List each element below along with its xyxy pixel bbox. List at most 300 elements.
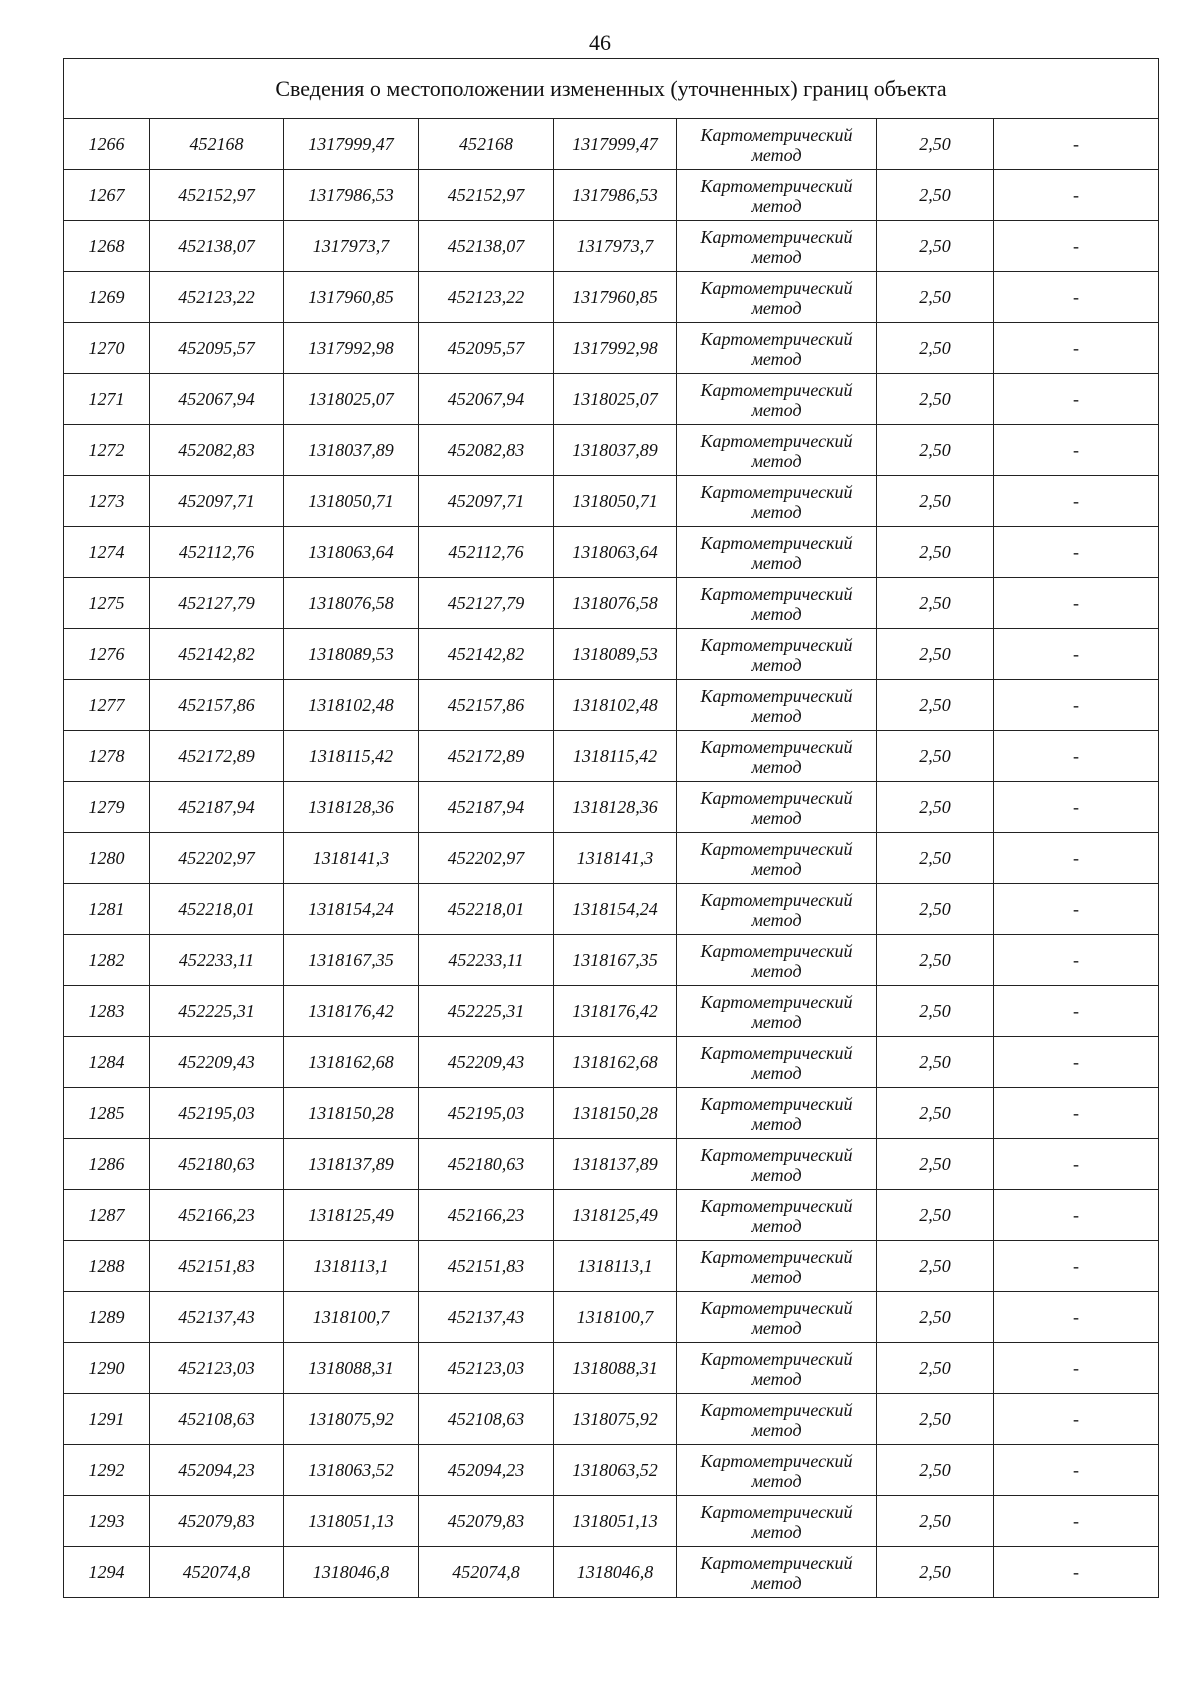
- table-row: [64, 1088, 1159, 1139]
- point-number-cell: 1290: [64, 1343, 150, 1394]
- method-cell: [677, 476, 877, 527]
- y-new-cell: 1317992,98: [554, 323, 677, 374]
- accuracy-cell: 2,50: [877, 476, 994, 527]
- y-new-cell: 1318025,07: [554, 374, 677, 425]
- accuracy-cell: 2,50: [877, 782, 994, 833]
- method-line-1: Картометрический: [700, 1399, 853, 1420]
- point-number-cell: 1283: [64, 986, 150, 1037]
- accuracy-cell: 2,50: [877, 986, 994, 1037]
- accuracy-cell: 2,50: [877, 578, 994, 629]
- y-existing-cell: 1317999,47: [284, 119, 419, 170]
- point-number-cell: 1282: [64, 935, 150, 986]
- y-new-cell: 1318150,28: [554, 1088, 677, 1139]
- y-new-cell: 1317999,47: [554, 119, 677, 170]
- point-number-cell: 1267: [64, 170, 150, 221]
- table-row: [64, 935, 1159, 986]
- x-existing-cell: 452127,79: [150, 578, 284, 629]
- x-new-cell: 452097,71: [419, 476, 554, 527]
- y-new-cell: 1318176,42: [554, 986, 677, 1037]
- accuracy-cell: 2,50: [877, 1445, 994, 1496]
- accuracy-cell: 2,50: [877, 1190, 994, 1241]
- x-existing-cell: 452168: [150, 119, 284, 170]
- method-line-1: Картометрический: [700, 1195, 853, 1216]
- method-line-1: Картометрический: [700, 787, 853, 808]
- accuracy-cell: 2,50: [877, 1496, 994, 1547]
- x-existing-cell: 452202,97: [150, 833, 284, 884]
- point-number-cell: 1289: [64, 1292, 150, 1343]
- x-new-cell: 452168: [419, 119, 554, 170]
- method-line-1: Картометрический: [700, 1297, 853, 1318]
- method-cell: [677, 527, 877, 578]
- x-existing-cell: 452108,63: [150, 1394, 284, 1445]
- accuracy-cell: 2,50: [877, 221, 994, 272]
- method-cell: [677, 986, 877, 1037]
- table-body: [64, 59, 1159, 1598]
- table-row: [64, 782, 1159, 833]
- y-existing-cell: 1318167,35: [284, 935, 419, 986]
- accuracy-cell: 2,50: [877, 629, 994, 680]
- x-existing-cell: 452157,86: [150, 680, 284, 731]
- description-cell: -: [994, 221, 1159, 272]
- point-number-cell: 1284: [64, 1037, 150, 1088]
- point-number-cell: 1278: [64, 731, 150, 782]
- y-existing-cell: 1318063,64: [284, 527, 419, 578]
- accuracy-cell: 2,50: [877, 731, 994, 782]
- y-new-cell: 1317960,85: [554, 272, 677, 323]
- x-existing-cell: 452225,31: [150, 986, 284, 1037]
- method-line-2: метод: [751, 858, 802, 879]
- x-new-cell: 452195,03: [419, 1088, 554, 1139]
- point-number-cell: 1286: [64, 1139, 150, 1190]
- method-cell: [677, 833, 877, 884]
- y-existing-cell: 1318141,3: [284, 833, 419, 884]
- x-existing-cell: 452172,89: [150, 731, 284, 782]
- table-row: [64, 884, 1159, 935]
- description-cell: -: [994, 1292, 1159, 1343]
- point-number-cell: 1294: [64, 1547, 150, 1598]
- method-cell: [677, 782, 877, 833]
- method-cell: [677, 119, 877, 170]
- y-new-cell: 1318162,68: [554, 1037, 677, 1088]
- y-existing-cell: 1318100,7: [284, 1292, 419, 1343]
- y-existing-cell: 1318037,89: [284, 425, 419, 476]
- x-existing-cell: 452079,83: [150, 1496, 284, 1547]
- y-existing-cell: 1317986,53: [284, 170, 419, 221]
- y-new-cell: 1318128,36: [554, 782, 677, 833]
- y-new-cell: 1317973,7: [554, 221, 677, 272]
- y-new-cell: 1318113,1: [554, 1241, 677, 1292]
- method-cell: [677, 1292, 877, 1343]
- point-number-cell: 1287: [64, 1190, 150, 1241]
- x-new-cell: 452112,76: [419, 527, 554, 578]
- x-new-cell: 452151,83: [419, 1241, 554, 1292]
- table-row: [64, 1547, 1159, 1598]
- method-line-2: метод: [751, 960, 802, 981]
- description-cell: -: [994, 1547, 1159, 1598]
- method-line-2: метод: [751, 807, 802, 828]
- method-line-2: метод: [751, 450, 802, 471]
- description-cell: -: [994, 272, 1159, 323]
- method-cell: [677, 1037, 877, 1088]
- method-line-2: метод: [751, 1113, 802, 1134]
- y-existing-cell: 1318088,31: [284, 1343, 419, 1394]
- description-cell: -: [994, 1496, 1159, 1547]
- x-existing-cell: 452097,71: [150, 476, 284, 527]
- method-cell: [677, 1088, 877, 1139]
- x-existing-cell: 452218,01: [150, 884, 284, 935]
- table-row: [64, 323, 1159, 374]
- y-new-cell: 1318125,49: [554, 1190, 677, 1241]
- description-cell: -: [994, 935, 1159, 986]
- method-line-2: метод: [751, 1317, 802, 1338]
- x-existing-cell: 452095,57: [150, 323, 284, 374]
- x-new-cell: 452187,94: [419, 782, 554, 833]
- accuracy-cell: 2,50: [877, 170, 994, 221]
- point-number-cell: 1268: [64, 221, 150, 272]
- table-row: [64, 1445, 1159, 1496]
- method-line-2: метод: [751, 297, 802, 318]
- method-line-2: метод: [751, 1521, 802, 1542]
- description-cell: -: [994, 680, 1159, 731]
- description-cell: -: [994, 731, 1159, 782]
- method-cell: [677, 884, 877, 935]
- accuracy-cell: 2,50: [877, 119, 994, 170]
- method-line-2: метод: [751, 1266, 802, 1287]
- accuracy-cell: 2,50: [877, 272, 994, 323]
- point-number-cell: 1270: [64, 323, 150, 374]
- table-row: [64, 1139, 1159, 1190]
- method-cell: [677, 1139, 877, 1190]
- accuracy-cell: 2,50: [877, 1394, 994, 1445]
- y-new-cell: 1318076,58: [554, 578, 677, 629]
- table-row: [64, 680, 1159, 731]
- method-line-1: Картометрический: [700, 481, 853, 502]
- point-number-cell: 1292: [64, 1445, 150, 1496]
- x-new-cell: 452218,01: [419, 884, 554, 935]
- method-cell: [677, 578, 877, 629]
- method-line-1: Картометрический: [700, 991, 853, 1012]
- x-existing-cell: 452187,94: [150, 782, 284, 833]
- method-line-2: метод: [751, 195, 802, 216]
- method-line-2: метод: [751, 246, 802, 267]
- x-new-cell: 452157,86: [419, 680, 554, 731]
- page-number: 46: [589, 30, 611, 55]
- y-new-cell: 1318075,92: [554, 1394, 677, 1445]
- point-number-cell: 1266: [64, 119, 150, 170]
- method-line-1: Картометрический: [700, 430, 853, 451]
- point-number-cell: 1273: [64, 476, 150, 527]
- point-number-cell: 1269: [64, 272, 150, 323]
- method-line-1: Картометрический: [700, 1348, 853, 1369]
- description-cell: -: [994, 884, 1159, 935]
- table-row: [64, 374, 1159, 425]
- method-line-1: Картометрический: [700, 1042, 853, 1063]
- method-line-2: метод: [751, 399, 802, 420]
- method-line-2: метод: [751, 654, 802, 675]
- method-cell: [677, 221, 877, 272]
- x-new-cell: 452127,79: [419, 578, 554, 629]
- point-number-cell: 1285: [64, 1088, 150, 1139]
- y-existing-cell: 1318137,89: [284, 1139, 419, 1190]
- y-new-cell: 1317986,53: [554, 170, 677, 221]
- table-row: [64, 731, 1159, 782]
- y-existing-cell: 1318025,07: [284, 374, 419, 425]
- description-cell: -: [994, 1394, 1159, 1445]
- method-cell: [677, 731, 877, 782]
- y-existing-cell: 1318113,1: [284, 1241, 419, 1292]
- method-line-1: Картометрический: [700, 226, 853, 247]
- method-line-1: Картометрический: [700, 1501, 853, 1522]
- method-line-1: Картометрический: [700, 328, 853, 349]
- description-cell: -: [994, 1343, 1159, 1394]
- method-line-2: метод: [751, 603, 802, 624]
- y-existing-cell: 1318115,42: [284, 731, 419, 782]
- method-line-1: Картометрический: [700, 1450, 853, 1471]
- y-existing-cell: 1318046,8: [284, 1547, 419, 1598]
- table-row: [64, 527, 1159, 578]
- description-cell: -: [994, 578, 1159, 629]
- x-new-cell: 452123,03: [419, 1343, 554, 1394]
- x-new-cell: 452123,22: [419, 272, 554, 323]
- description-cell: -: [994, 1139, 1159, 1190]
- description-cell: -: [994, 425, 1159, 476]
- point-number-cell: 1275: [64, 578, 150, 629]
- y-existing-cell: 1318051,13: [284, 1496, 419, 1547]
- method-cell: [677, 1496, 877, 1547]
- description-cell: -: [994, 782, 1159, 833]
- description-cell: -: [994, 1190, 1159, 1241]
- method-line-1: Картометрический: [700, 532, 853, 553]
- table-caption: Сведения о местоположении измененных (уточненных) границ объекта: [64, 59, 1159, 119]
- x-new-cell: 452225,31: [419, 986, 554, 1037]
- method-line-2: метод: [751, 909, 802, 930]
- table-row: [64, 833, 1159, 884]
- accuracy-cell: 2,50: [877, 935, 994, 986]
- accuracy-cell: 2,50: [877, 884, 994, 935]
- accuracy-cell: 2,50: [877, 1088, 994, 1139]
- x-new-cell: 452172,89: [419, 731, 554, 782]
- description-cell: -: [994, 1037, 1159, 1088]
- table-row: [64, 170, 1159, 221]
- x-new-cell: 452233,11: [419, 935, 554, 986]
- y-new-cell: 1318046,8: [554, 1547, 677, 1598]
- table-row: [64, 221, 1159, 272]
- x-new-cell: 452180,63: [419, 1139, 554, 1190]
- point-number-cell: 1277: [64, 680, 150, 731]
- table-row: [64, 1343, 1159, 1394]
- y-existing-cell: 1318154,24: [284, 884, 419, 935]
- x-new-cell: 452074,8: [419, 1547, 554, 1598]
- method-line-2: метод: [751, 144, 802, 165]
- method-cell: [677, 1190, 877, 1241]
- description-cell: -: [994, 986, 1159, 1037]
- x-existing-cell: 452123,22: [150, 272, 284, 323]
- x-existing-cell: 452180,63: [150, 1139, 284, 1190]
- x-existing-cell: 452151,83: [150, 1241, 284, 1292]
- x-existing-cell: 452166,23: [150, 1190, 284, 1241]
- method-cell: [677, 1241, 877, 1292]
- method-cell: [677, 1343, 877, 1394]
- method-line-2: метод: [751, 1164, 802, 1185]
- accuracy-cell: 2,50: [877, 833, 994, 884]
- table-row: [64, 578, 1159, 629]
- table-row: [64, 986, 1159, 1037]
- y-existing-cell: 1318063,52: [284, 1445, 419, 1496]
- accuracy-cell: 2,50: [877, 1547, 994, 1598]
- x-new-cell: 452202,97: [419, 833, 554, 884]
- x-existing-cell: 452142,82: [150, 629, 284, 680]
- description-cell: -: [994, 374, 1159, 425]
- y-new-cell: 1318089,53: [554, 629, 677, 680]
- x-new-cell: 452137,43: [419, 1292, 554, 1343]
- table-row: [64, 1037, 1159, 1088]
- y-new-cell: 1318037,89: [554, 425, 677, 476]
- y-new-cell: 1318100,7: [554, 1292, 677, 1343]
- method-line-2: метод: [751, 1470, 802, 1491]
- x-new-cell: 452209,43: [419, 1037, 554, 1088]
- method-cell: [677, 629, 877, 680]
- method-line-1: Картометрический: [700, 1093, 853, 1114]
- description-cell: -: [994, 833, 1159, 884]
- x-new-cell: 452108,63: [419, 1394, 554, 1445]
- method-line-2: метод: [751, 705, 802, 726]
- x-existing-cell: 452209,43: [150, 1037, 284, 1088]
- method-line-1: Картометрический: [700, 889, 853, 910]
- y-existing-cell: 1318162,68: [284, 1037, 419, 1088]
- y-existing-cell: 1318089,53: [284, 629, 419, 680]
- method-cell: [677, 323, 877, 374]
- method-line-2: метод: [751, 1062, 802, 1083]
- table-row: [64, 272, 1159, 323]
- point-number-cell: 1279: [64, 782, 150, 833]
- method-line-1: Картометрический: [700, 1144, 853, 1165]
- method-cell: [677, 170, 877, 221]
- y-existing-cell: 1317960,85: [284, 272, 419, 323]
- y-new-cell: 1318050,71: [554, 476, 677, 527]
- point-number-cell: 1272: [64, 425, 150, 476]
- y-new-cell: 1318063,52: [554, 1445, 677, 1496]
- x-existing-cell: 452152,97: [150, 170, 284, 221]
- y-existing-cell: 1318176,42: [284, 986, 419, 1037]
- method-line-2: метод: [751, 348, 802, 369]
- y-existing-cell: 1317973,7: [284, 221, 419, 272]
- x-new-cell: 452095,57: [419, 323, 554, 374]
- table-row: [64, 1241, 1159, 1292]
- method-cell: [677, 425, 877, 476]
- accuracy-cell: 2,50: [877, 323, 994, 374]
- accuracy-cell: 2,50: [877, 1292, 994, 1343]
- method-cell: [677, 1445, 877, 1496]
- x-existing-cell: 452137,43: [150, 1292, 284, 1343]
- y-new-cell: 1318051,13: [554, 1496, 677, 1547]
- method-line-1: Картометрический: [700, 1552, 853, 1573]
- point-number-cell: 1271: [64, 374, 150, 425]
- accuracy-cell: 2,50: [877, 1139, 994, 1190]
- x-new-cell: 452067,94: [419, 374, 554, 425]
- description-cell: -: [994, 1445, 1159, 1496]
- table-row: [64, 119, 1159, 170]
- table-row: [64, 629, 1159, 680]
- y-existing-cell: 1318128,36: [284, 782, 419, 833]
- method-cell: [677, 680, 877, 731]
- description-cell: -: [994, 1088, 1159, 1139]
- accuracy-cell: 2,50: [877, 1241, 994, 1292]
- accuracy-cell: 2,50: [877, 680, 994, 731]
- method-line-2: метод: [751, 1572, 802, 1593]
- point-number-cell: 1274: [64, 527, 150, 578]
- x-existing-cell: 452123,03: [150, 1343, 284, 1394]
- boundary-coordinates-table: [63, 58, 1159, 1598]
- accuracy-cell: 2,50: [877, 374, 994, 425]
- method-line-1: Картометрический: [700, 277, 853, 298]
- method-cell: [677, 272, 877, 323]
- y-new-cell: 1318088,31: [554, 1343, 677, 1394]
- method-line-2: метод: [751, 1215, 802, 1236]
- method-cell: [677, 935, 877, 986]
- method-line-1: Картометрический: [700, 634, 853, 655]
- y-new-cell: 1318115,42: [554, 731, 677, 782]
- method-line-2: метод: [751, 756, 802, 777]
- method-line-1: Картометрический: [700, 1246, 853, 1267]
- method-line-1: Картометрический: [700, 736, 853, 757]
- method-line-1: Картометрический: [700, 124, 853, 145]
- y-existing-cell: 1318050,71: [284, 476, 419, 527]
- x-new-cell: 452142,82: [419, 629, 554, 680]
- table-row: [64, 1394, 1159, 1445]
- y-existing-cell: 1318102,48: [284, 680, 419, 731]
- x-new-cell: 452082,83: [419, 425, 554, 476]
- y-existing-cell: 1318075,92: [284, 1394, 419, 1445]
- method-line-1: Картометрический: [700, 175, 853, 196]
- y-new-cell: 1318137,89: [554, 1139, 677, 1190]
- y-new-cell: 1318154,24: [554, 884, 677, 935]
- y-new-cell: 1318063,64: [554, 527, 677, 578]
- table-row: [64, 1292, 1159, 1343]
- x-new-cell: 452094,23: [419, 1445, 554, 1496]
- x-existing-cell: 452074,8: [150, 1547, 284, 1598]
- x-existing-cell: 452195,03: [150, 1088, 284, 1139]
- table-row: [64, 1496, 1159, 1547]
- point-number-cell: 1293: [64, 1496, 150, 1547]
- x-existing-cell: 452067,94: [150, 374, 284, 425]
- method-line-2: метод: [751, 552, 802, 573]
- x-existing-cell: 452082,83: [150, 425, 284, 476]
- point-number-cell: 1288: [64, 1241, 150, 1292]
- method-cell: [677, 1547, 877, 1598]
- accuracy-cell: 2,50: [877, 527, 994, 578]
- method-line-1: Картометрический: [700, 583, 853, 604]
- method-line-2: метод: [751, 1419, 802, 1440]
- x-existing-cell: 452094,23: [150, 1445, 284, 1496]
- accuracy-cell: 2,50: [877, 425, 994, 476]
- y-existing-cell: 1318125,49: [284, 1190, 419, 1241]
- table-row: [64, 425, 1159, 476]
- method-line-1: Картометрический: [700, 685, 853, 706]
- accuracy-cell: 2,50: [877, 1037, 994, 1088]
- description-cell: -: [994, 629, 1159, 680]
- point-number-cell: 1280: [64, 833, 150, 884]
- y-existing-cell: 1317992,98: [284, 323, 419, 374]
- caption-row: [64, 59, 1159, 119]
- description-cell: -: [994, 476, 1159, 527]
- method-line-1: Картометрический: [700, 838, 853, 859]
- y-new-cell: 1318141,3: [554, 833, 677, 884]
- method-cell: [677, 374, 877, 425]
- point-number-cell: 1281: [64, 884, 150, 935]
- y-existing-cell: 1318150,28: [284, 1088, 419, 1139]
- y-existing-cell: 1318076,58: [284, 578, 419, 629]
- y-new-cell: 1318167,35: [554, 935, 677, 986]
